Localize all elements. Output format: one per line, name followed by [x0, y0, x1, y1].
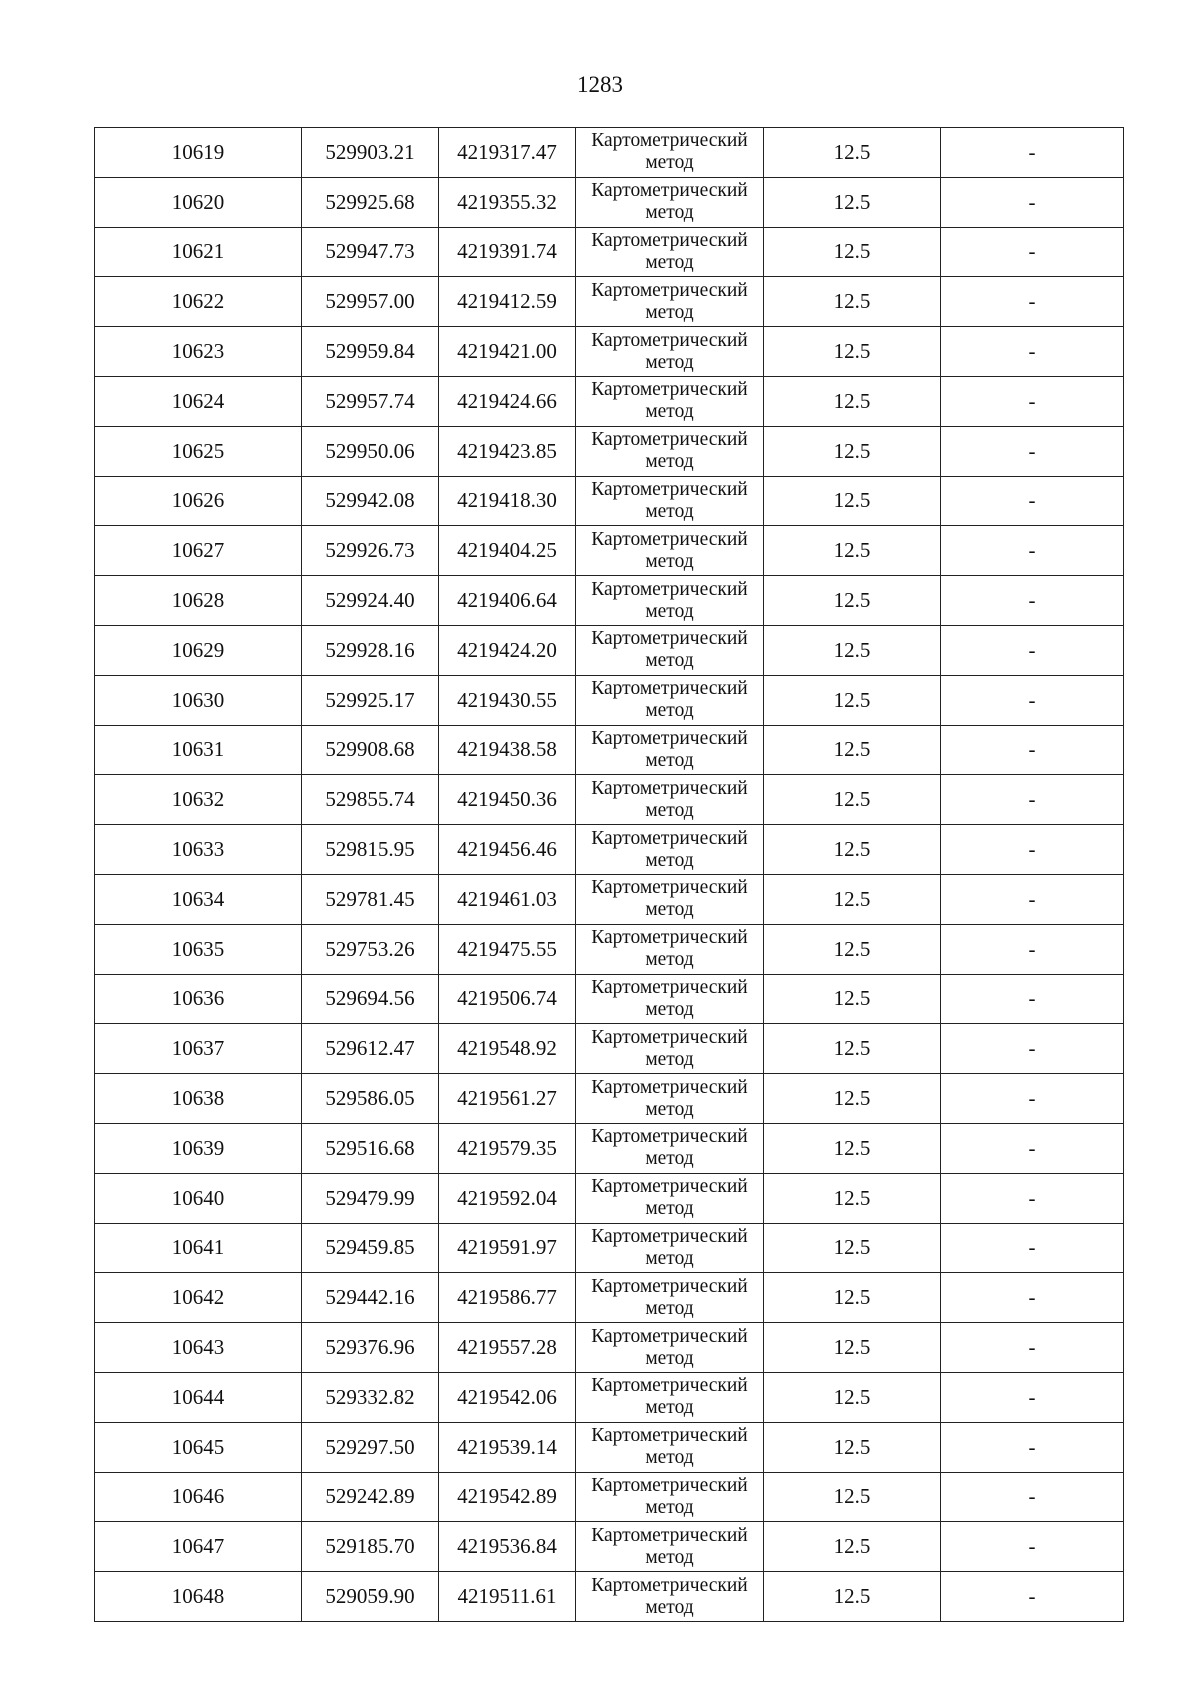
- point-id-cell: 10624: [95, 376, 302, 426]
- method-line-2: метод: [645, 1247, 694, 1269]
- table-row: [95, 376, 1124, 426]
- point-id-cell: 10632: [95, 775, 302, 825]
- note-cell: -: [941, 1572, 1124, 1622]
- method-line-1: Картометрический: [591, 927, 748, 949]
- x-coordinate-cell: 529908.68: [302, 725, 439, 775]
- y-coordinate-cell: 4219591.97: [439, 1223, 576, 1273]
- method-line-2: метод: [645, 550, 694, 572]
- method-line-2: метод: [645, 600, 694, 622]
- table-row: [95, 576, 1124, 626]
- note-cell: -: [941, 277, 1124, 327]
- method-line-2: метод: [645, 1496, 694, 1518]
- method-line-1: Картометрический: [591, 229, 748, 251]
- point-id-cell: 10646: [95, 1472, 302, 1522]
- method-line-1: Картометрический: [591, 429, 748, 451]
- method-cell: [576, 775, 764, 825]
- y-coordinate-cell: 4219539.14: [439, 1422, 576, 1472]
- y-coordinate-cell: 4219418.30: [439, 476, 576, 526]
- y-coordinate-cell: 4219424.66: [439, 376, 576, 426]
- table-row: [95, 1472, 1124, 1522]
- table-row: [95, 1572, 1124, 1622]
- point-id-cell: 10629: [95, 625, 302, 675]
- note-cell: -: [941, 924, 1124, 974]
- x-coordinate-cell: 529694.56: [302, 974, 439, 1024]
- y-coordinate-cell: 4219548.92: [439, 1024, 576, 1074]
- method-line-1: Картометрический: [591, 827, 748, 849]
- coordinates-table: [94, 127, 1124, 1622]
- method-line-2: метод: [645, 700, 694, 722]
- table-row: [95, 1074, 1124, 1124]
- note-cell: -: [941, 1422, 1124, 1472]
- x-coordinate-cell: 529059.90: [302, 1572, 439, 1622]
- point-id-cell: 10633: [95, 825, 302, 875]
- method-line-1: Картометрический: [591, 1425, 748, 1447]
- table-row: [95, 974, 1124, 1024]
- note-cell: -: [941, 576, 1124, 626]
- method-cell: [576, 675, 764, 725]
- x-coordinate-cell: 529957.74: [302, 376, 439, 426]
- method-cell: [576, 177, 764, 227]
- point-id-cell: 10631: [95, 725, 302, 775]
- method-cell: [576, 1273, 764, 1323]
- point-id-cell: 10627: [95, 526, 302, 576]
- method-line-2: метод: [645, 202, 694, 224]
- note-cell: -: [941, 1024, 1124, 1074]
- point-id-cell: 10622: [95, 277, 302, 327]
- x-coordinate-cell: 529928.16: [302, 625, 439, 675]
- method-line-2: метод: [645, 1148, 694, 1170]
- point-id-cell: 10625: [95, 426, 302, 476]
- method-cell: [576, 1223, 764, 1273]
- point-id-cell: 10640: [95, 1173, 302, 1223]
- table-row: [95, 1173, 1124, 1223]
- x-coordinate-cell: 529753.26: [302, 924, 439, 974]
- x-coordinate-cell: 529903.21: [302, 128, 439, 178]
- x-coordinate-cell: 529242.89: [302, 1472, 439, 1522]
- method-line-1: Картометрический: [591, 478, 748, 500]
- table-row: [95, 675, 1124, 725]
- table-row: [95, 1223, 1124, 1273]
- method-line-2: метод: [645, 251, 694, 273]
- y-coordinate-cell: 4219561.27: [439, 1074, 576, 1124]
- accuracy-cell: 12.5: [764, 1323, 941, 1373]
- x-coordinate-cell: 529185.70: [302, 1522, 439, 1572]
- point-id-cell: 10643: [95, 1323, 302, 1373]
- accuracy-cell: 12.5: [764, 1173, 941, 1223]
- accuracy-cell: 12.5: [764, 874, 941, 924]
- note-cell: -: [941, 1273, 1124, 1323]
- y-coordinate-cell: 4219406.64: [439, 576, 576, 626]
- accuracy-cell: 12.5: [764, 1223, 941, 1273]
- point-id-cell: 10635: [95, 924, 302, 974]
- note-cell: -: [941, 1372, 1124, 1422]
- accuracy-cell: 12.5: [764, 277, 941, 327]
- method-line-2: метод: [645, 749, 694, 771]
- method-cell: [576, 376, 764, 426]
- y-coordinate-cell: 4219536.84: [439, 1522, 576, 1572]
- method-cell: [576, 1522, 764, 1572]
- method-cell: [576, 476, 764, 526]
- method-line-1: Картометрический: [591, 379, 748, 401]
- point-id-cell: 10623: [95, 327, 302, 377]
- method-line-2: метод: [645, 949, 694, 971]
- table-row: [95, 327, 1124, 377]
- note-cell: -: [941, 675, 1124, 725]
- x-coordinate-cell: 529924.40: [302, 576, 439, 626]
- x-coordinate-cell: 529855.74: [302, 775, 439, 825]
- method-line-2: метод: [645, 899, 694, 921]
- method-line-2: метод: [645, 1048, 694, 1070]
- y-coordinate-cell: 4219450.36: [439, 775, 576, 825]
- y-coordinate-cell: 4219424.20: [439, 625, 576, 675]
- point-id-cell: 10637: [95, 1024, 302, 1074]
- x-coordinate-cell: 529815.95: [302, 825, 439, 875]
- accuracy-cell: 12.5: [764, 227, 941, 277]
- y-coordinate-cell: 4219421.00: [439, 327, 576, 377]
- method-line-1: Картометрический: [591, 1325, 748, 1347]
- method-line-1: Картометрический: [591, 1076, 748, 1098]
- method-line-1: Картометрический: [591, 678, 748, 700]
- accuracy-cell: 12.5: [764, 775, 941, 825]
- y-coordinate-cell: 4219542.89: [439, 1472, 576, 1522]
- method-cell: [576, 625, 764, 675]
- x-coordinate-cell: 529959.84: [302, 327, 439, 377]
- accuracy-cell: 12.5: [764, 128, 941, 178]
- accuracy-cell: 12.5: [764, 625, 941, 675]
- point-id-cell: 10644: [95, 1372, 302, 1422]
- method-cell: [576, 725, 764, 775]
- accuracy-cell: 12.5: [764, 1123, 941, 1173]
- coordinates-table-body: [95, 128, 1124, 1622]
- note-cell: -: [941, 625, 1124, 675]
- method-cell: [576, 1074, 764, 1124]
- point-id-cell: 10641: [95, 1223, 302, 1273]
- x-coordinate-cell: 529376.96: [302, 1323, 439, 1373]
- accuracy-cell: 12.5: [764, 974, 941, 1024]
- note-cell: -: [941, 1472, 1124, 1522]
- y-coordinate-cell: 4219586.77: [439, 1273, 576, 1323]
- note-cell: -: [941, 476, 1124, 526]
- method-line-1: Картометрический: [591, 329, 748, 351]
- point-id-cell: 10638: [95, 1074, 302, 1124]
- note-cell: -: [941, 1522, 1124, 1572]
- x-coordinate-cell: 529332.82: [302, 1372, 439, 1422]
- point-id-cell: 10639: [95, 1123, 302, 1173]
- accuracy-cell: 12.5: [764, 376, 941, 426]
- method-line-2: метод: [645, 500, 694, 522]
- method-line-2: метод: [645, 1447, 694, 1469]
- y-coordinate-cell: 4219511.61: [439, 1572, 576, 1622]
- y-coordinate-cell: 4219412.59: [439, 277, 576, 327]
- point-id-cell: 10647: [95, 1522, 302, 1572]
- method-cell: [576, 1572, 764, 1622]
- y-coordinate-cell: 4219404.25: [439, 526, 576, 576]
- y-coordinate-cell: 4219438.58: [439, 725, 576, 775]
- table-row: [95, 526, 1124, 576]
- y-coordinate-cell: 4219506.74: [439, 974, 576, 1024]
- table-row: [95, 426, 1124, 476]
- method-line-2: метод: [645, 451, 694, 473]
- method-line-2: метод: [645, 1397, 694, 1419]
- method-cell: [576, 1123, 764, 1173]
- method-line-2: метод: [645, 998, 694, 1020]
- accuracy-cell: 12.5: [764, 1074, 941, 1124]
- method-line-2: метод: [645, 351, 694, 373]
- table-row: [95, 476, 1124, 526]
- x-coordinate-cell: 529957.00: [302, 277, 439, 327]
- method-cell: [576, 825, 764, 875]
- method-cell: [576, 576, 764, 626]
- method-line-2: метод: [645, 1546, 694, 1568]
- method-line-1: Картометрический: [591, 1126, 748, 1148]
- method-line-1: Картометрический: [591, 976, 748, 998]
- accuracy-cell: 12.5: [764, 1422, 941, 1472]
- y-coordinate-cell: 4219391.74: [439, 227, 576, 277]
- y-coordinate-cell: 4219557.28: [439, 1323, 576, 1373]
- method-line-2: метод: [645, 152, 694, 174]
- table-row: [95, 1123, 1124, 1173]
- table-row: [95, 1372, 1124, 1422]
- note-cell: -: [941, 227, 1124, 277]
- y-coordinate-cell: 4219579.35: [439, 1123, 576, 1173]
- point-id-cell: 10636: [95, 974, 302, 1024]
- method-line-1: Картометрический: [591, 1225, 748, 1247]
- note-cell: -: [941, 1173, 1124, 1223]
- method-line-2: метод: [645, 1297, 694, 1319]
- table-row: [95, 874, 1124, 924]
- x-coordinate-cell: 529442.16: [302, 1273, 439, 1323]
- method-line-1: Картометрический: [591, 1524, 748, 1546]
- method-line-2: метод: [645, 1347, 694, 1369]
- table-row: [95, 725, 1124, 775]
- method-line-2: метод: [645, 401, 694, 423]
- note-cell: -: [941, 177, 1124, 227]
- point-id-cell: 10628: [95, 576, 302, 626]
- accuracy-cell: 12.5: [764, 1472, 941, 1522]
- accuracy-cell: 12.5: [764, 576, 941, 626]
- method-line-2: метод: [645, 849, 694, 871]
- x-coordinate-cell: 529479.99: [302, 1173, 439, 1223]
- method-line-1: Картометрический: [591, 777, 748, 799]
- method-cell: [576, 526, 764, 576]
- x-coordinate-cell: 529947.73: [302, 227, 439, 277]
- note-cell: -: [941, 775, 1124, 825]
- accuracy-cell: 12.5: [764, 1522, 941, 1572]
- y-coordinate-cell: 4219355.32: [439, 177, 576, 227]
- method-cell: [576, 277, 764, 327]
- x-coordinate-cell: 529586.05: [302, 1074, 439, 1124]
- point-id-cell: 10634: [95, 874, 302, 924]
- x-coordinate-cell: 529950.06: [302, 426, 439, 476]
- method-line-2: метод: [645, 1596, 694, 1618]
- note-cell: -: [941, 1323, 1124, 1373]
- note-cell: -: [941, 426, 1124, 476]
- method-line-2: метод: [645, 301, 694, 323]
- note-cell: -: [941, 974, 1124, 1024]
- x-coordinate-cell: 529781.45: [302, 874, 439, 924]
- method-cell: [576, 327, 764, 377]
- method-line-1: Картометрический: [591, 1474, 748, 1496]
- table-row: [95, 1273, 1124, 1323]
- x-coordinate-cell: 529925.17: [302, 675, 439, 725]
- table-row: [95, 128, 1124, 178]
- method-line-1: Картометрический: [591, 1574, 748, 1596]
- method-line-1: Картометрический: [591, 727, 748, 749]
- note-cell: -: [941, 874, 1124, 924]
- method-line-1: Картометрический: [591, 528, 748, 550]
- table-row: [95, 1323, 1124, 1373]
- method-line-1: Картометрический: [591, 1275, 748, 1297]
- accuracy-cell: 12.5: [764, 327, 941, 377]
- x-coordinate-cell: 529459.85: [302, 1223, 439, 1273]
- table-row: [95, 1422, 1124, 1472]
- accuracy-cell: 12.5: [764, 1273, 941, 1323]
- method-line-1: Картометрический: [591, 877, 748, 899]
- method-cell: [576, 1422, 764, 1472]
- table-row: [95, 277, 1124, 327]
- method-cell: [576, 426, 764, 476]
- table-row: [95, 177, 1124, 227]
- y-coordinate-cell: 4219317.47: [439, 128, 576, 178]
- x-coordinate-cell: 529925.68: [302, 177, 439, 227]
- accuracy-cell: 12.5: [764, 177, 941, 227]
- method-line-1: Картометрический: [591, 578, 748, 600]
- y-coordinate-cell: 4219542.06: [439, 1372, 576, 1422]
- y-coordinate-cell: 4219423.85: [439, 426, 576, 476]
- method-cell: [576, 1173, 764, 1223]
- method-line-2: метод: [645, 1098, 694, 1120]
- point-id-cell: 10648: [95, 1572, 302, 1622]
- x-coordinate-cell: 529942.08: [302, 476, 439, 526]
- y-coordinate-cell: 4219475.55: [439, 924, 576, 974]
- accuracy-cell: 12.5: [764, 476, 941, 526]
- method-cell: [576, 1024, 764, 1074]
- point-id-cell: 10620: [95, 177, 302, 227]
- table-row: [95, 825, 1124, 875]
- accuracy-cell: 12.5: [764, 1572, 941, 1622]
- note-cell: -: [941, 1123, 1124, 1173]
- method-line-2: метод: [645, 1198, 694, 1220]
- y-coordinate-cell: 4219592.04: [439, 1173, 576, 1223]
- note-cell: -: [941, 725, 1124, 775]
- note-cell: -: [941, 825, 1124, 875]
- method-line-1: Картометрический: [591, 1375, 748, 1397]
- table-row: [95, 625, 1124, 675]
- table-row: [95, 227, 1124, 277]
- method-line-1: Картометрический: [591, 1176, 748, 1198]
- method-cell: [576, 128, 764, 178]
- x-coordinate-cell: 529612.47: [302, 1024, 439, 1074]
- note-cell: -: [941, 1074, 1124, 1124]
- note-cell: -: [941, 128, 1124, 178]
- method-cell: [576, 874, 764, 924]
- x-coordinate-cell: 529926.73: [302, 526, 439, 576]
- accuracy-cell: 12.5: [764, 1024, 941, 1074]
- method-line-1: Картометрический: [591, 130, 748, 152]
- method-cell: [576, 974, 764, 1024]
- method-cell: [576, 1323, 764, 1373]
- accuracy-cell: 12.5: [764, 675, 941, 725]
- x-coordinate-cell: 529516.68: [302, 1123, 439, 1173]
- x-coordinate-cell: 529297.50: [302, 1422, 439, 1472]
- y-coordinate-cell: 4219430.55: [439, 675, 576, 725]
- method-line-2: метод: [645, 799, 694, 821]
- note-cell: -: [941, 376, 1124, 426]
- accuracy-cell: 12.5: [764, 1372, 941, 1422]
- point-id-cell: 10619: [95, 128, 302, 178]
- table-row: [95, 1522, 1124, 1572]
- point-id-cell: 10621: [95, 227, 302, 277]
- table-row: [95, 924, 1124, 974]
- point-id-cell: 10626: [95, 476, 302, 526]
- method-cell: [576, 1472, 764, 1522]
- page-number: 1283: [577, 72, 623, 97]
- accuracy-cell: 12.5: [764, 426, 941, 476]
- point-id-cell: 10642: [95, 1273, 302, 1323]
- method-cell: [576, 924, 764, 974]
- note-cell: -: [941, 1223, 1124, 1273]
- method-line-1: Картометрический: [591, 279, 748, 301]
- accuracy-cell: 12.5: [764, 725, 941, 775]
- accuracy-cell: 12.5: [764, 825, 941, 875]
- accuracy-cell: 12.5: [764, 526, 941, 576]
- method-line-1: Картометрический: [591, 180, 748, 202]
- table-row: [95, 775, 1124, 825]
- method-cell: [576, 1372, 764, 1422]
- y-coordinate-cell: 4219456.46: [439, 825, 576, 875]
- point-id-cell: 10630: [95, 675, 302, 725]
- y-coordinate-cell: 4219461.03: [439, 874, 576, 924]
- point-id-cell: 10645: [95, 1422, 302, 1472]
- table-row: [95, 1024, 1124, 1074]
- method-cell: [576, 227, 764, 277]
- method-line-1: Картометрический: [591, 1026, 748, 1048]
- accuracy-cell: 12.5: [764, 924, 941, 974]
- method-line-2: метод: [645, 650, 694, 672]
- note-cell: -: [941, 327, 1124, 377]
- note-cell: -: [941, 526, 1124, 576]
- method-line-1: Картометрический: [591, 628, 748, 650]
